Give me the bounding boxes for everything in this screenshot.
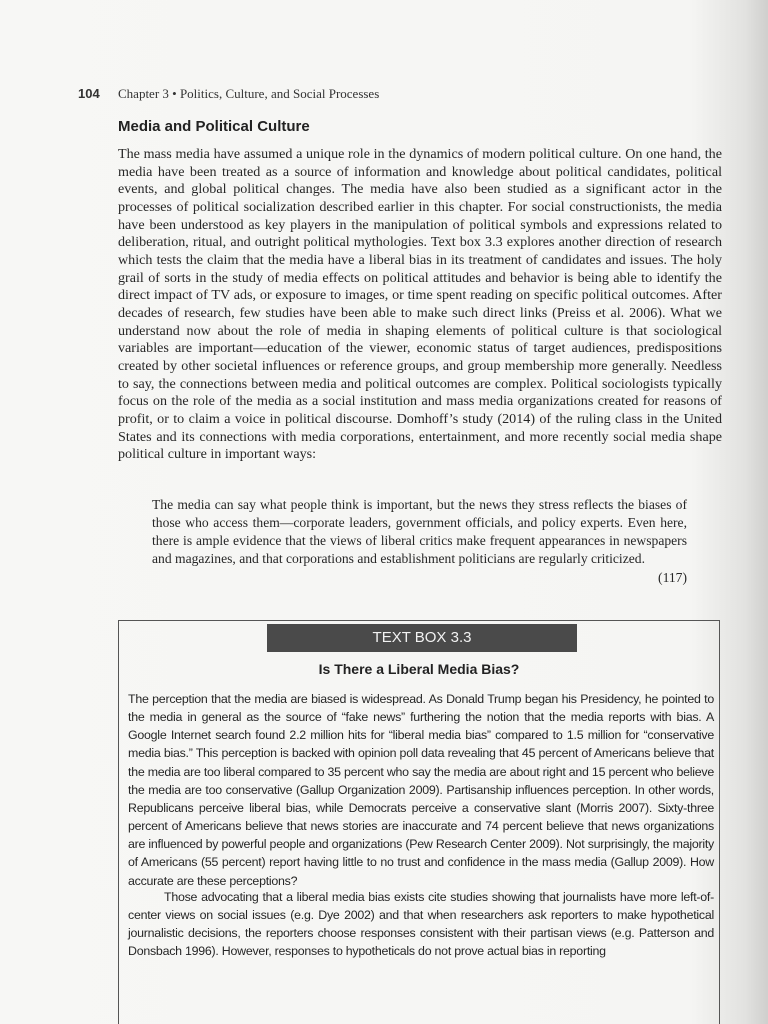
body-paragraph: The mass media have assumed a unique role in the dynamics of modern political culture. On one hand, the media have been treated as a source of information and knowledge about political candidates, political events, and global political changes. The media have also been studied as a significant actor in the processes of political socialization described earlier in this chapter. For social constructionists, the media have been understood as key players in the manipulation of political symbols and expressions related to deliberation, ritual, and outright political mythologies. Text box 3.3 explores another direction of research which tests the claim that the media have a liberal bias in its treatment of candidates and issues. The holy grail of sorts in the study of media effects on political attitudes and behavior is being able to identify the direct impact of TV ads, or exposure to images, or time spent reading on specific political outcomes. After decades of research, few studies have been able to make such direct links (Preiss et al. 2006). What we understand now about the role of media in shaping elements of political culture is that sociological variables are important—education of the viewer, economic status of target audiences, predispositions created by other societal influences or reference groups, and group membership more generally. Needless to say, the connections between media and political outcomes are complex. Political sociologists typically focus on the role of the media as a social institution and mass media organizations created for reasons of profit, or to claim a voice in political discourse. Domhoff’s study (2014) of the ruling class in the United States and its connections with media corporations, entertainment, and more recently social media shape political culture in important ways: [118, 146, 722, 463]
page-number: 104 [78, 86, 100, 101]
page-header [78, 86, 698, 106]
text-box-paragraph-2: Those advocating that a liberal media bias exists cite studies showing that journalists have more left-of-center views on social issues (e.g. Dye 2002) and that when researchers ask reporters to make hypothetical journalistic decisions, the reporters choose responses consistent with their partisan views (e.g. Patterson and Donsbach 1996). However, responses to hypotheticals do not prove actual bias in reporting [128, 890, 714, 959]
running-head: Chapter 3 • Politics, Culture, and Social Processes [118, 86, 380, 101]
text-box-paragraph-1: The perception that the media are biased is widespread. As Donald Trump began his Presidency, he pointed to the media in general as the source of “fake news” furthering the notion that the media reports with bias. A Google Internet search found 2.2 million hits for “liberal media bias” compared to 1.5 million for “conservative media bias.” This perception is backed with opinion poll data revealing that 45 percent of Americans believe that the media are too liberal compared to 35 percent who say the media are about right and 15 percent who believe the media are too conservative (Gallup Organization 2009). Partisanship influences perception. In other words, Republicans perceive liberal bias, while Democrats perceive a conservative slant (Morris 2007). Sixty-three percent of Americans believe that news stories are inaccurate and 74 percent believe that news organizations are influenced by powerful people and organizations (Pew Research Center 2009). Not surprisingly, the majority of Americans (55 percent) report having little to no trust and confidence in the mass media (Gallup 2009). How accurate are these perceptions? [128, 692, 714, 888]
text-box-title: Is There a Liberal Media Bias? [318, 661, 520, 677]
section-heading: Media and Political Culture [118, 118, 310, 135]
block-quote: The media can say what people think is important, but the news they stress reflects the biases of those who access them—corporate leaders, government officials, and policy experts. Even here, there is ample evidence that the views of liberal critics make frequent appearances in newspapers and magazines, and that corporations and establishment politicians are regularly criticized. [152, 497, 687, 566]
quote-citation: (117) [658, 570, 687, 585]
text-box-label: TEXT BOX 3.3 [267, 624, 577, 652]
